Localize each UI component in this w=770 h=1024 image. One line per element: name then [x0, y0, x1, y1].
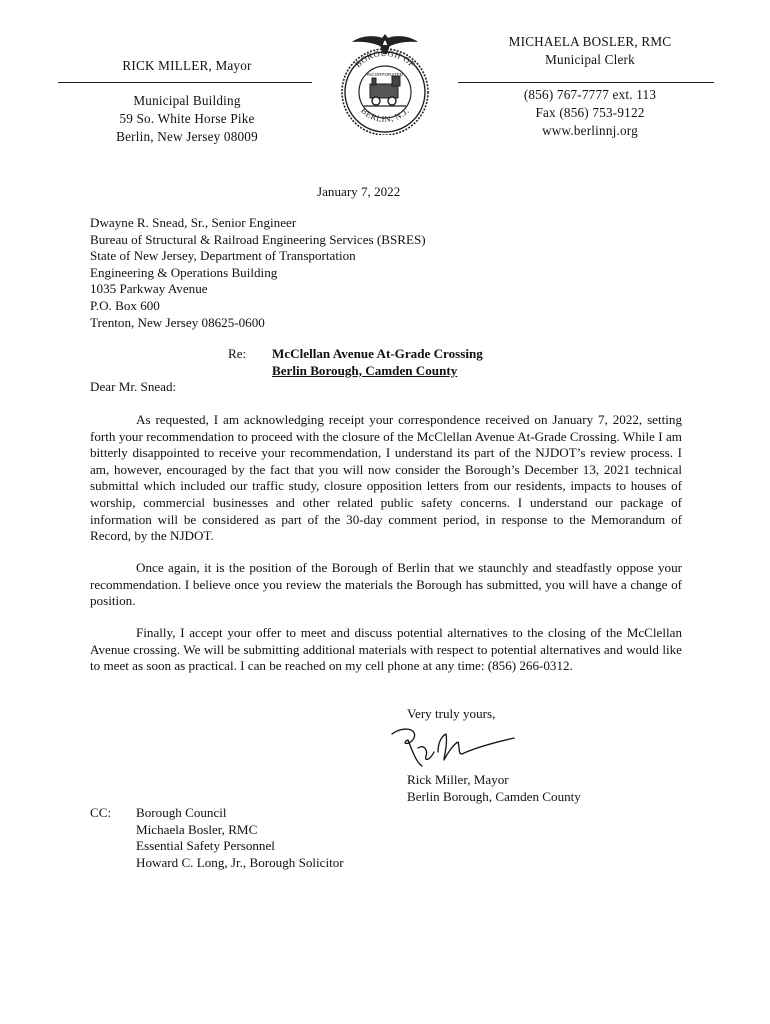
address-line-3: Berlin, New Jersey 08009 — [116, 129, 258, 144]
re-subject — [272, 346, 483, 379]
recipient-line: State of New Jersey, Department of Transportation — [90, 248, 356, 264]
closing: Very truly yours, — [407, 706, 496, 721]
letter-date: January 7, 2022 — [317, 184, 401, 199]
re-subject-line-2: Berlin Borough, Camden County — [272, 362, 458, 378]
svg-text:BERLIN, N.J. — [359, 105, 411, 124]
recipient-line: Dwayne R. Snead, Sr., Senior Engineer — [90, 215, 297, 230]
clerk-name: MICHAELA BOSLER, RMC — [508, 34, 672, 49]
mayor-name: RICK MILLER, Mayor — [122, 58, 252, 73]
recipient-line: Engineering & Operations Building — [90, 264, 278, 280]
borough-seal — [330, 30, 440, 135]
cc-label: CC: — [90, 805, 112, 820]
signature — [388, 722, 520, 772]
cc-item: Essential Safety Personnel — [136, 838, 275, 854]
recipient-line: 1035 Parkway Avenue — [90, 281, 208, 297]
cc-item: Michaela Bosler, RMC — [136, 821, 258, 837]
signer-name: Rick Miller, Mayor — [407, 772, 509, 787]
re-subject-line-1: McClellan Avenue At-Grade Crossing — [272, 346, 483, 361]
website: www.berlinnj.org — [542, 123, 638, 138]
address-line-1: Municipal Building — [133, 93, 241, 108]
signer-org: Berlin Borough, Camden County — [407, 788, 581, 804]
body-paragraph-2: Once again, it is the position of the Borough of Berlin that we staunchly and steadfastly oppose your recommendation. I believe once you review the materials the Borough has submitted, you will have a change of position. — [90, 560, 682, 609]
cc-item: Borough Council — [136, 805, 227, 820]
recipient-line: P.O. Box 600 — [90, 297, 160, 313]
body-paragraph-1: As requested, I am acknowledging receipt your correspondence received on January 7, 2022, setting forth your recommendation to proceed with the closure of the McClellan Avenue At-Grade Crossing. While I am bitterly disappointed to receive your recommendation, I understand its part of the NJDOT’s review process. I am, however, encouraged by the fact that you will now consider the Borough’s December 13, 2021 technical submittal which included our traffic study, closure opposition letters from our residents, impacts to houses of worship, commercial businesses and other related public safety concerns. I understand our package of information will be considered as part of the 30-day comment period, in response to the Memorandum of Record, by the NJDOT. — [90, 412, 682, 544]
salutation: Dear Mr. Snead: — [90, 379, 177, 394]
clerk-contact — [466, 86, 714, 140]
clerk-title: Municipal Clerk — [545, 52, 635, 67]
seal-top-text: BOROUGH OF — [352, 47, 418, 70]
locomotive-icon — [364, 76, 406, 106]
recipient-line: Trenton, New Jersey 08625-0600 — [90, 314, 265, 330]
seal-bottom-text: BERLIN, N.J. — [359, 105, 412, 124]
recipient-address — [90, 215, 426, 331]
cc-item: Howard C. Long, Jr., Borough Solicitor — [136, 854, 344, 870]
body-paragraph-3: Finally, I accept your offer to meet and discuss potential alternatives to the closing of the McClellan Avenue crossing. We will be submitting additional materials with respect to potential alternatives and would like to meet as soon as practical. I can be reached on my cell phone at any time: (856) 266-0312. — [90, 625, 682, 674]
cc-list — [136, 805, 344, 871]
clerk-block — [466, 33, 714, 69]
recipient-line: Bureau of Structural & Railroad Engineering Services (BSRES) — [90, 231, 426, 247]
address-line-2: 59 So. White Horse Pike — [119, 111, 255, 126]
header-rule-right — [458, 82, 714, 83]
municipal-address — [60, 92, 314, 146]
signature-block — [407, 772, 581, 805]
fax-number: Fax (856) 753-9122 — [535, 105, 645, 120]
phone-number: (856) 767-7777 ext. 113 — [523, 87, 657, 102]
seal-center-text: INCORPORATED — [367, 72, 403, 77]
header-rule-left — [58, 82, 312, 83]
re-label: Re: — [228, 346, 247, 361]
